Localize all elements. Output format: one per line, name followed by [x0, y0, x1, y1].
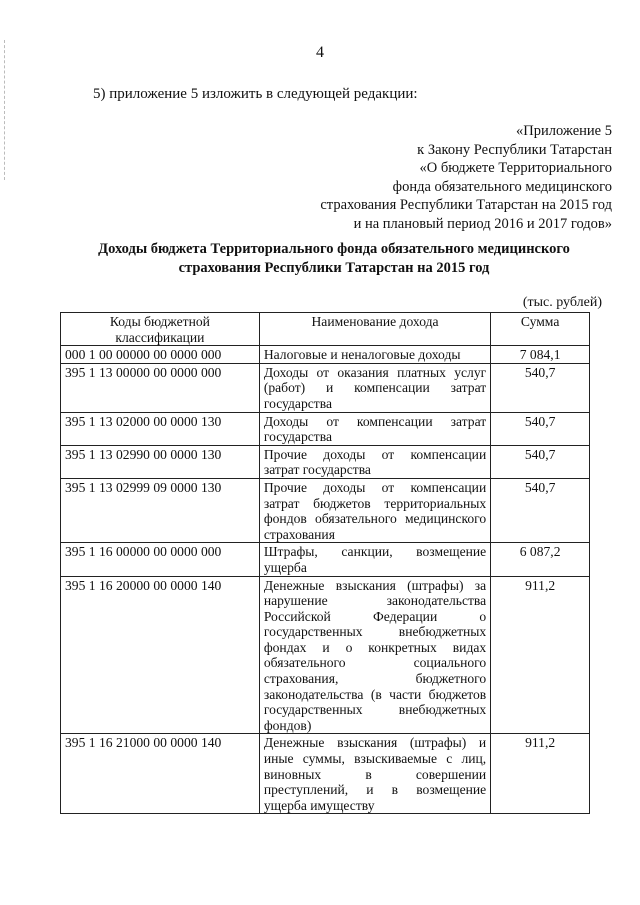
table-header-row [61, 313, 590, 346]
name-cell: Прочие доходы от компенсации затрат бюджетов территориальных фондов обязательного медицинского страхования [259, 478, 490, 542]
header-amount: Сумма [491, 313, 590, 346]
table-row [61, 412, 590, 445]
table-row [61, 576, 590, 734]
appendix-line: фонда обязательного медицинского [392, 178, 612, 195]
table-row [61, 363, 590, 412]
table-row [61, 445, 590, 478]
name-cell: Доходы от компенсации затрат государства [259, 412, 490, 445]
name-cell: Налоговые и неналоговые доходы [259, 346, 490, 364]
name-cell: Прочие доходы от компенсации затрат государства [259, 445, 490, 478]
amount-cell: 7 084,1 [491, 346, 590, 364]
code-cell: 000 1 00 00000 00 0000 000 [61, 346, 260, 364]
name-cell: Доходы от оказания платных услуг (работ) и компенсации затрат государства [259, 363, 490, 412]
income-table [60, 312, 590, 814]
appendix-heading [320, 122, 612, 233]
code-cell: 395 1 16 00000 00 0000 000 [61, 543, 260, 576]
code-cell: 395 1 13 00000 00 0000 000 [61, 363, 260, 412]
name-cell: Штрафы, санкции, возмещение ущерба [259, 543, 490, 576]
amount-cell: 540,7 [491, 363, 590, 412]
amount-cell: 540,7 [491, 478, 590, 542]
header-name: Наименование дохода [259, 313, 490, 346]
amount-cell: 911,2 [491, 734, 590, 814]
code-cell: 395 1 16 20000 00 0000 140 [61, 576, 260, 734]
title-line: Доходы бюджета Территориального фонда обязательного медицинского [98, 241, 570, 257]
appendix-line: «Приложение 5 [516, 123, 612, 139]
appendix-line: «О бюджете Территориального [419, 160, 612, 176]
appendix-line: и на плановый период 2016 и 2017 годов» [353, 215, 612, 232]
document-title [60, 240, 608, 278]
name-cell: Денежные взыскания (штрафы) и иные суммы, взыскиваемые с лиц, виновных в совершении преступлений, и в возмещение ущерба имуществу [259, 734, 490, 814]
table-row [61, 478, 590, 542]
code-cell: 395 1 16 21000 00 0000 140 [61, 734, 260, 814]
code-cell: 395 1 13 02999 09 0000 130 [61, 478, 260, 542]
header-codes: Коды бюджетной классификации [61, 313, 260, 346]
units-label: (тыс. рублей) [522, 295, 602, 310]
appendix-line: страхования Республики Татарстан на 2015 год [320, 197, 612, 213]
page-number: 4 [316, 44, 324, 61]
title-line: страхования Республики Татарстан на 2015 год [178, 260, 490, 276]
code-cell: 395 1 13 02990 00 0000 130 [61, 445, 260, 478]
name-cell: Денежные взыскания (штрафы) за нарушение законодательства Российской Федерации о государственных внебюджетных фондах и о конкретных видах обязательного социального страхования, бюджетного законодательства (в части бюджетов государственных внебюджетных фондов) [259, 576, 490, 734]
amount-cell: 6 087,2 [491, 543, 590, 576]
amount-cell: 540,7 [491, 412, 590, 445]
table-row [61, 543, 590, 576]
amount-cell: 540,7 [491, 445, 590, 478]
intro-paragraph: 5) приложение 5 изложить в следующей редакции: [93, 86, 418, 102]
code-cell: 395 1 13 02000 00 0000 130 [61, 412, 260, 445]
amount-cell: 911,2 [491, 576, 590, 734]
table-row [61, 734, 590, 814]
appendix-line: к Закону Республики Татарстан [417, 141, 612, 158]
table-row [61, 346, 590, 364]
